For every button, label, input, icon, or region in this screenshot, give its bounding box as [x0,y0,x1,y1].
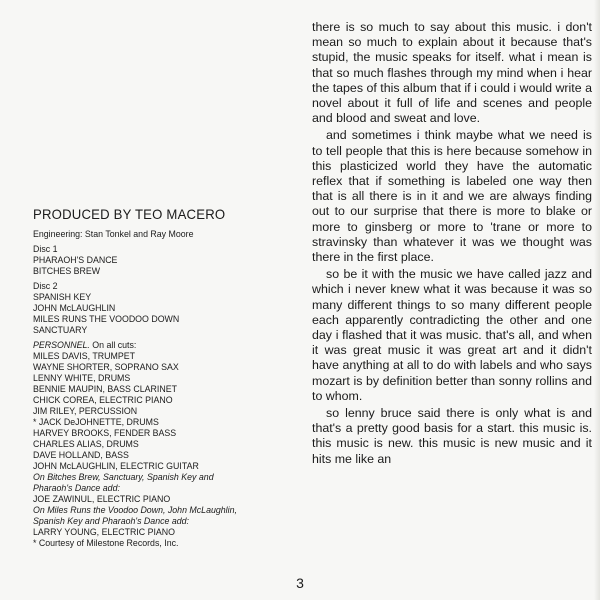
personnel-intro [33,339,273,350]
musician-item: JOE ZAWINUL, ELECTRIC PIANO [33,493,171,504]
personnel-suffix: On all cuts: [89,339,137,350]
producer-heading: PRODUCED BY TEO MACERO [33,206,226,222]
musician-item: WAYNE SHORTER, SOPRANO SAX [33,361,179,372]
credits-column [33,206,273,548]
musician-item: CHICK COREA, ELECTRIC PIANO [33,394,173,405]
track-item: BITCHES BREW [33,265,101,276]
musician-item: CHARLES ALIAS, DRUMS [33,438,139,449]
additional-note-line: On Miles Runs the Voodoo Down, John McLaughlin, [33,504,237,515]
musician-item: LARRY YOUNG, ELECTRIC PIANO [33,526,176,537]
musician-item: JIM RILEY, PERCUSSION [33,405,138,416]
page-edge-shadow [594,0,600,600]
disc-1-label: Disc 1 [33,243,58,254]
engineering-credit: Engineering: Stan Tonkel and Ray Moore [33,228,194,239]
musician-item: * JACK DeJOHNETTE, DRUMS [33,416,159,427]
liner-notes-text [312,20,592,469]
track-item: SPANISH KEY [33,291,92,302]
notes-paragraph: and sometimes i think maybe what we need is to tell people that this is here because somehow in this plasticized world they have the automatic reflex that if something is labeled one way then that is all there is in it and we are always finding out to our surprise that there is more to blake or more to ginsberg or more to 'trane or more to stravinsky than whatever it was we thought was there in the first place. [312,128,592,265]
notes-paragraph: there is so much to say about this music. i don't mean so much to explain about it because that's stupid, the music speaks for itself. what i mean is that so much flashes through my mind when i hear the tapes of this album that if i could i would write a novel about it full of life and scenes and people and blood and sweat and love. [312,20,592,126]
track-item: JOHN McLAUGHLIN [33,302,116,313]
musician-item: MILES DAVIS, TRUMPET [33,350,136,361]
additional-note-line: Pharaoh's Dance add: [33,482,120,493]
page-number: 3 [296,575,304,591]
additional-note-line: On Bitches Brew, Sanctuary, Spanish Key and [33,471,214,482]
personnel-label: PERSONNEL. [33,339,90,350]
additional-note-line: Spanish Key and Pharaoh's Dance add: [33,515,190,526]
musician-item: BENNIE MAUPIN, BASS CLARINET [33,383,177,394]
disc-1-tracklist [33,243,273,276]
musician-item: JOHN McLAUGHLIN, ELECTRIC GUITAR [33,460,199,471]
courtesy-footnote: * Courtesy of Milestone Records, Inc. [33,537,179,548]
notes-paragraph: so be it with the music we have called jazz and which i never knew what it was because it was so many different things to so many different people each apparently contradicting the other and one day i flashed that it was music. that's all, and when it was great music it was great art and it didn't have anything at all to do with labels and who says mozart is by definition better than sonny rollins and to whom. [312,267,592,403]
track-item: SANCTUARY [33,324,88,335]
disc-2-tracklist [33,280,273,335]
notes-paragraph: so lenny bruce said there is only what is and that's a pretty good basis for a start. this music is. this music is new. this music is new music and it hits me like an [312,406,592,466]
musician-item: DAVE HOLLAND, BASS [33,449,129,460]
track-item: MILES RUNS THE VOODOO DOWN [33,313,180,324]
personnel-list [33,339,273,548]
musician-item: LENNY WHITE, DRUMS [33,372,131,383]
musician-item: HARVEY BROOKS, FENDER BASS [33,427,177,438]
disc-2-label: Disc 2 [33,280,58,291]
track-item: PHARAOH'S DANCE [33,254,118,265]
